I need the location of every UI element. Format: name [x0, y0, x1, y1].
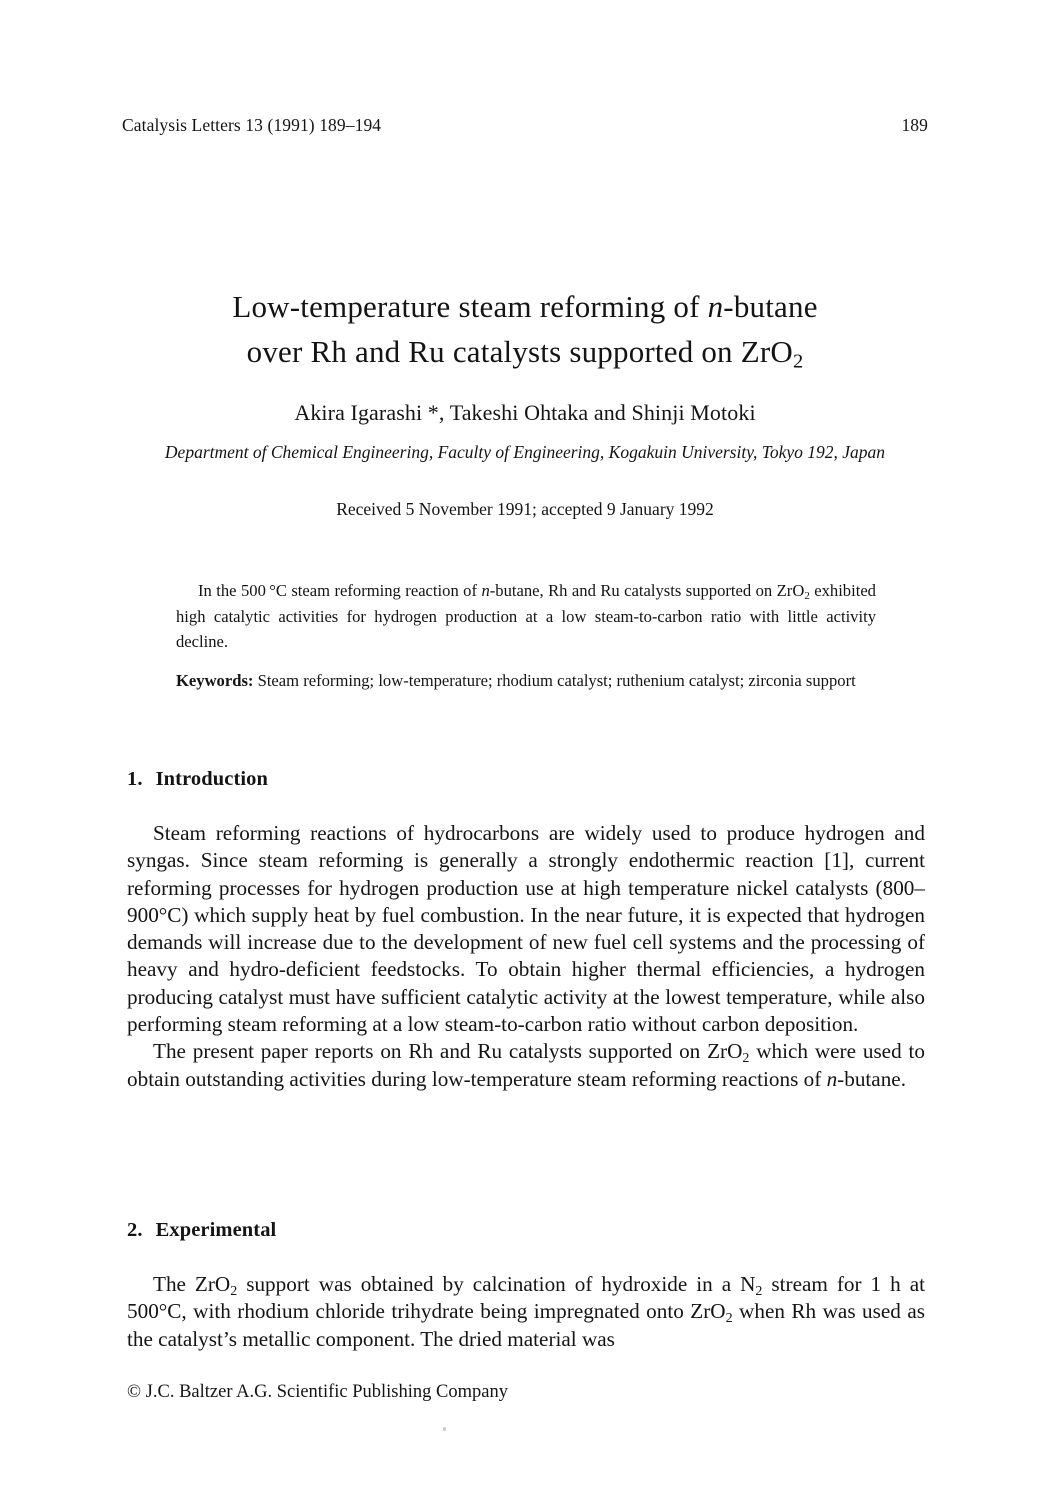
subscript-2: 2: [742, 1051, 750, 1067]
italic-n: n: [826, 1066, 838, 1091]
title-line-1: Low-temperature steam reforming of n-butane: [232, 289, 818, 324]
received-dates: Received 5 November 1991; accepted 9 January 1992: [336, 499, 714, 519]
keywords-text: Steam reforming; low-temperature; rhodium catalyst; ruthenium catalyst; zirconia support: [253, 671, 856, 690]
scan-artifact-dot: [443, 1427, 446, 1431]
copyright-footer: © J.C. Baltzer A.G. Scientific Publishing Company: [127, 1382, 508, 1402]
paragraph: Steam reforming reactions of hydrocarbons are widely used to produce hydrogen and syngas. Since steam reforming is generally a strongly endothermic reaction [1], current reforming processes for hydrogen production use at high temperature nickel catalysts (800–900°C) which supply heat by fuel combustion. In the near future, it is expected that hydrogen demands will increase due to the development of new fuel cell systems and the processing of heavy and hydro-deficient feedstocks. To obtain higher thermal efficiencies, a hydrogen producing catalyst must have sufficient catalytic activity at the lowest temperature, while also performing steam reforming at a low steam-to-carbon ratio without carbon deposition.: [127, 821, 925, 1037]
section-heading-introduction: [127, 768, 268, 791]
subscript-2: 2: [230, 1283, 238, 1299]
title-italic-n: n: [707, 289, 724, 324]
title-block: [125, 284, 925, 521]
introduction-body: [127, 820, 925, 1093]
running-head: [122, 115, 928, 136]
title-line-2: over Rh and Ru catalysts supported on ZrO$_2$: [246, 334, 804, 373]
journal-reference: Catalysis Letters 13 (1991) 189–194: [122, 115, 382, 135]
keywords-paragraph: [176, 668, 876, 694]
paragraph: The present paper reports on Rh and Ru catalysts supported on ZrO$_2$ which were used to obtain outstanding activities during low-temperature steam reforming reactions of n-butane.: [127, 1039, 925, 1091]
author-list: Akira Igarashi *, Takeshi Ohtaka and Shinji Motoki: [294, 400, 756, 425]
abstract-subscript-2: 2: [804, 590, 810, 603]
title-subscript-2: 2: [792, 350, 804, 373]
paragraph: The ZrO$_2$ support was obtained by calcination of hydroxide in a $N_2$ stream for 1 h at 500°C, with rhodium chloride trihydrate being impregnated onto ZrO$_2$ when Rh was used as the catalyst’s metallic component. The dried material was: [127, 1272, 925, 1351]
section-number-1: 1.: [127, 768, 143, 790]
affiliation: Department of Chemical Engineering, Faculty of Engineering, Kogakuin University, Tokyo 192, Japan: [164, 442, 886, 462]
keywords-label: Keywords:: [176, 671, 254, 690]
page-number: 189: [901, 115, 928, 135]
section-title-1: Introduction: [155, 768, 269, 790]
keywords-block: [176, 668, 876, 694]
abstract-italic-n: n: [481, 581, 490, 600]
section-number-2: 2.: [127, 1219, 143, 1241]
page-title: [125, 284, 925, 374]
section-heading-experimental: [127, 1219, 276, 1242]
abstract-paragraph: In the 500 °C steam reforming reaction of n-butane, Rh and Ru catalysts supported on ZrO$_2$ exhibited high catalytic activities for hydrogen production at a low steam-to-carbon ratio with little activity decline.: [176, 581, 876, 651]
subscript-2: 2: [755, 1283, 763, 1299]
section-title-2: Experimental: [155, 1219, 277, 1241]
abstract: [176, 578, 876, 655]
subscript-2: 2: [725, 1311, 733, 1327]
experimental-body: [127, 1271, 925, 1353]
